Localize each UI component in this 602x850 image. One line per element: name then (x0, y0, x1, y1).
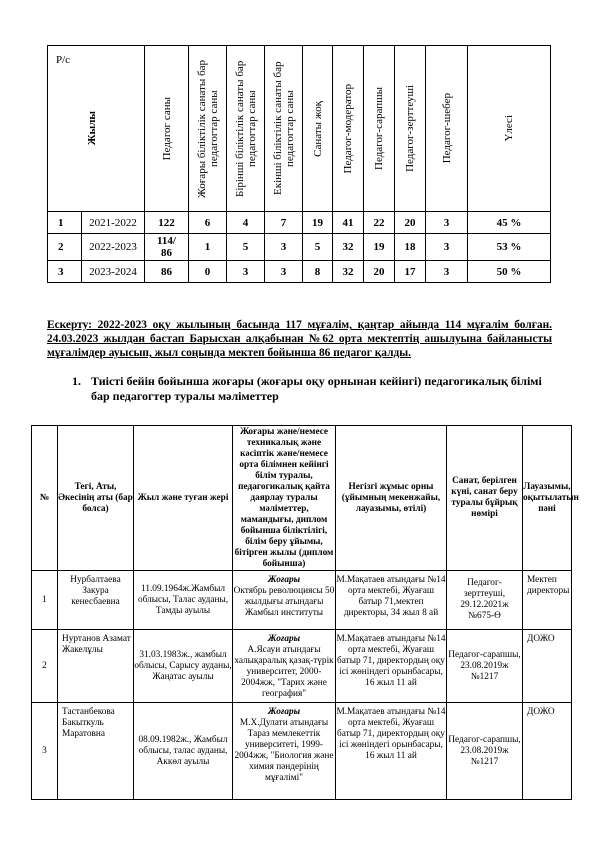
education-level: Жоғары (267, 707, 301, 717)
cell: 20 (395, 212, 426, 234)
row-education (233, 703, 336, 800)
row-position: ДОЖО (523, 630, 572, 703)
header-pc-year (48, 46, 145, 212)
row-position: Мектеп директоры (523, 571, 572, 630)
header-work: Негізгі жұмыс орны (ұйымның мекенжайы, лауазымы, өтілі) (336, 426, 447, 571)
row-year: 2021-2022 (82, 212, 145, 234)
stats-header-row (48, 46, 551, 212)
header-col: Педагог-сарапшы (364, 46, 395, 212)
cell: 5 (227, 234, 265, 261)
header-col: Бірінші біліктілік санаты бар педагогтар саны (227, 46, 265, 212)
cell: 8 (303, 261, 333, 283)
row-number: 1 (48, 212, 82, 234)
cell: 3 (227, 261, 265, 283)
row-education (233, 571, 336, 630)
row-category: Педагог-сарапшы, 23.08.2019ж №1217 (447, 630, 523, 703)
row-work: М.Мақатаев атындағы №14 орта мектебі, Жуағаш батыр 71,мектеп директоры, 34 жыл 8 ай (336, 571, 447, 630)
cell: 6 (189, 212, 227, 234)
cell: 86 (145, 261, 189, 283)
cell: 19 (303, 212, 333, 234)
education-level: Жоғары (267, 575, 301, 585)
cell: 18 (395, 234, 426, 261)
header-position: Лауазымы, оқытылатын пәні (523, 426, 572, 571)
row-category: Педагог-зерттеуші, 29.12.2021ж №675-Ө (447, 571, 523, 630)
info-header-row (32, 426, 572, 571)
row-name: Нуртанов Азамат Жакелұлы (58, 630, 134, 703)
header-year: Жылы (86, 111, 98, 146)
cell: 17 (395, 261, 426, 283)
row-work: М.Мақатаев атындағы №14 орта мектебі, Жуағаш батыр 71, директордың оқу ісі жөніндегі орынбасары, 16 жыл 11 ай (336, 630, 447, 703)
header-col: Жоғары біліктілік санаты бар педагогтар саны (189, 46, 227, 212)
cell: 32 (333, 261, 364, 283)
education-details: А.Ясауи атындағы халықаралық қазақ-түрік университет, 2000-2004жж, "Тарих және география" (234, 645, 334, 699)
cell: 122 (145, 212, 189, 234)
cell: 19 (364, 234, 395, 261)
table-row (32, 630, 572, 703)
cell: 114/ 86 (145, 234, 189, 261)
table-row (48, 212, 551, 234)
header-col: Педагог-шебер (426, 46, 468, 212)
cell: 3 (426, 212, 468, 234)
cell: 22 (364, 212, 395, 234)
row-number: 1 (32, 571, 58, 630)
cell: 41 (333, 212, 364, 234)
header-col: Педагог-модератор (333, 46, 364, 212)
table-row (48, 261, 551, 283)
row-number: 3 (32, 703, 58, 800)
education-level: Жоғары (267, 634, 301, 644)
heading-number: 1. (72, 374, 81, 388)
table-row (48, 234, 551, 261)
cell: 45 % (468, 212, 551, 234)
row-birth: 31.03.1983ж., жамбыл облысы, Сарысу ауданы, Жаңатас ауылы (134, 630, 233, 703)
note-text: Ескерту: 2022-2023 оқу жылының басында 117 мұғалім, қаңтар айында 114 мұғалім болған. 24.03.2023 жылдан бастап Барысхан алқабынан №62 орта мектептің ашылуына байланысты мұғалімдер ауысып, жыл соңында мектеп бойынша 86 педагог қалды. (47, 319, 552, 359)
header-col: Педагог-зерттеуші (395, 46, 426, 212)
header-col: Үлесі (468, 46, 551, 212)
table-row (32, 571, 572, 630)
header-birth: Жыл және туған жері (134, 426, 233, 571)
cell: 20 (364, 261, 395, 283)
row-number: 2 (48, 234, 82, 261)
cell: 7 (265, 212, 303, 234)
header-number: № (32, 426, 58, 571)
cell: 3 (426, 261, 468, 283)
heading-text: Тиісті бейін бойынша жоғары (жоғары оқу орнынан кейінгі) педагогикалық білімі бар педагогтер туралы мәліметтер (91, 374, 542, 403)
row-year: 2022-2023 (82, 234, 145, 261)
row-birth: 11.09.1964ж.Жамбыл облысы, Талас ауданы, Тамды ауылы (134, 571, 233, 630)
row-birth: 08.09.1982ж., Жамбыл облысы, талас ауданы, Аккөл ауылы (134, 703, 233, 800)
row-category: Педагог-сарапшы, 23.08.2019ж №1217 (447, 703, 523, 800)
cell: 3 (426, 234, 468, 261)
header-col: Екінші біліктілік санаты бар педагогтар саны (265, 46, 303, 212)
header-category: Санат, берілген күні, санат беру туралы бұйрық нөмірі (447, 426, 523, 571)
cell: 3 (265, 234, 303, 261)
cell: 4 (227, 212, 265, 234)
cell: 50 % (468, 261, 551, 283)
education-details: М.Х.Дулати атындағы Тараз мемлекеттік университеті, 1999-2004жж, "Биология және химия пәндерінің мұғалімі" (234, 718, 334, 783)
row-number: 2 (32, 630, 58, 703)
row-number: 3 (48, 261, 82, 283)
header-name: Тегі, Аты, Әкесінің аты (бар болса) (58, 426, 134, 571)
row-education (233, 630, 336, 703)
row-position: ДОЖО (523, 703, 572, 800)
cell: 5 (303, 234, 333, 261)
teacher-stats-table (47, 45, 551, 283)
cell: 32 (333, 234, 364, 261)
section-heading (72, 374, 542, 404)
teachers-info-table (31, 425, 579, 800)
education-details: Октябрь революциясы 50 жылдығы атындағы Жамбыл институты (233, 586, 335, 618)
row-name: Тастанбекова Бакыткуль Маратовна (58, 703, 134, 800)
row-work: М.Мақатаев атындағы №14 орта мектебі, Жуағаш батыр 71, директордың оқу ісі жөніндегі орынбасары, 16 жыл 11 ай (336, 703, 447, 800)
row-name: Нурбалтаева Закура кенесбаевна (58, 571, 134, 630)
row-year: 2023-2024 (82, 261, 145, 283)
header-col: Санаты жоқ (303, 46, 333, 212)
table-row (32, 703, 572, 800)
header-pc: Р/с (56, 54, 71, 66)
cell: 3 (265, 261, 303, 283)
header-education: Жоғары және/немесе техникалық және кәсіптік және/немесе орта білімнен кейінгі білім туралы, педагогикалық қайта даярлау туралы мәліметтер, мамандығы, диплом бойынша біліктілігі, білім беру ұйымы, бітірген жылы (диплом бойынша) (233, 426, 336, 571)
header-col: Педагог саны (145, 46, 189, 212)
cell: 1 (189, 234, 227, 261)
cell: 53 % (468, 234, 551, 261)
cell: 0 (189, 261, 227, 283)
